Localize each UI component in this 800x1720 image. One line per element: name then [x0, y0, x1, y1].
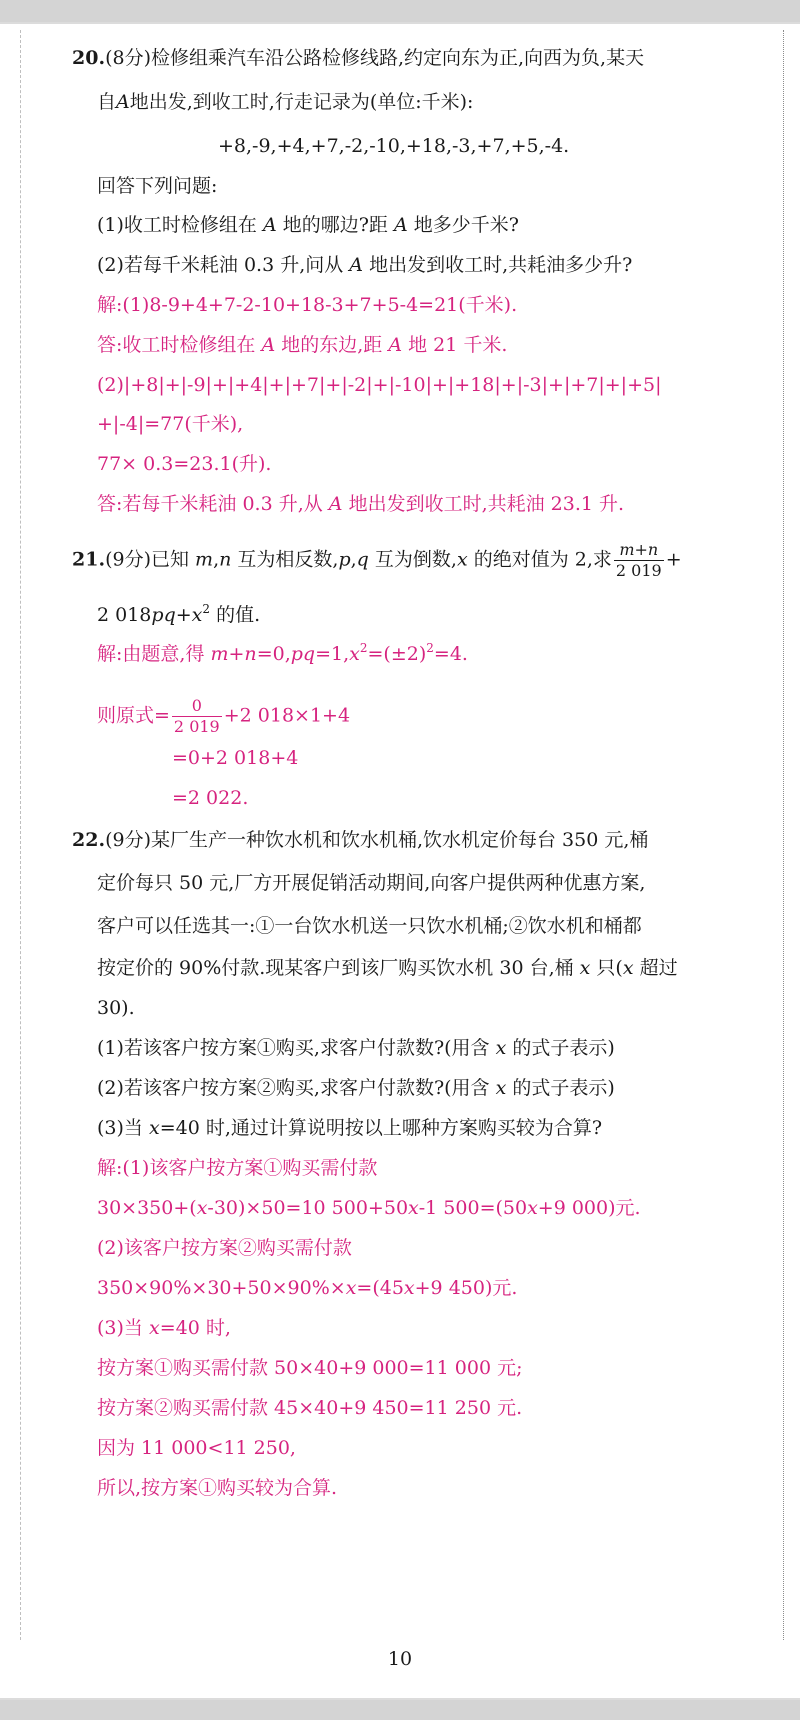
- q22-answer-6: 按方案①购买需付款 50×40+9 000=11 000 元;: [97, 1357, 523, 1379]
- q20-answer-2: 答:收工时检修组在 A 地的东边,距 A 地 21 千米.: [97, 334, 508, 356]
- q20-answer-4: +|-4|=77(千米),: [97, 413, 244, 435]
- top-margin-bar: [0, 0, 800, 22]
- q21-answer-1: 解:由题意,得 $m+n=0,pq=1,x^2=(\pm 2)^2=4$.: [97, 641, 468, 665]
- bottom-margin-bar: [0, 1700, 800, 1720]
- q21-answer-2: 则原式= $\frac{0}{2 019}$ +2 018×1+4: [97, 696, 351, 736]
- q22-answer-3: (2)该客户按方案②购买需付款: [97, 1237, 352, 1259]
- q22-answer-1: 解:(1)该客户按方案①购买需付款: [97, 1157, 378, 1179]
- right-dotted-rule: [783, 30, 784, 1640]
- q21-answer-3: =0+2 018+4: [172, 747, 299, 769]
- q21-answer-4: =2 022.: [172, 787, 249, 809]
- q20-answer-1: 解:(1)8-9+4+7-2-10+18-3+7+5-4=21(千米).: [97, 294, 518, 316]
- q22-answer-8: 因为 11 000<11 250,: [97, 1437, 296, 1459]
- q20-line-2: 自A地出发,到收工时,行走记录为(单位:千米):: [97, 91, 474, 113]
- q21-line-1: 21.(9分)已知 m,n 互为相反数,p,q 互为倒数,x 的绝对值为 2,求 $\frac{m+n}{2 019}$ +: [72, 540, 682, 580]
- q22-answer-9: 所以,按方案①购买较为合算.: [97, 1477, 338, 1499]
- q22-answer-7: 按方案②购买需付款 45×40+9 450=11 250 元.: [97, 1397, 523, 1419]
- q20-number: 20.: [72, 47, 106, 69]
- q22-number: 22.: [72, 829, 106, 851]
- q22-answer-4: 350×90%×30+50×90%×x=(45x+9 450)元.: [97, 1277, 518, 1299]
- q20-answer-5: 77× 0.3=23.1(升).: [97, 453, 272, 475]
- q20-answer-3: (2)|+8|+|-9|+|+4|+|+7|+|-2|+|-10|+|+18|+|-3|+|+7|+|+5|: [97, 374, 662, 396]
- q22-line-3: 客户可以任选其一:①一台饮水机送一只饮水机桶;②饮水机和桶都: [97, 915, 642, 937]
- left-binding-rule: [20, 30, 21, 1640]
- q20-sub-2: (2)若每千米耗油 0.3 升,问从 A 地出发到收工时,共耗油多少升?: [97, 254, 633, 276]
- q20-sub-1: (1)收工时检修组在 A 地的哪边?距 A 地多少千米?: [97, 214, 519, 236]
- q22-line-1: 22.(9分)某厂生产一种饮水机和饮水机桶,饮水机定价每台 350 元,桶: [72, 829, 649, 851]
- q22-answer-5: (3)当 x=40 时,: [97, 1317, 231, 1339]
- q22-sub-1: (1)若该客户按方案①购买,求客户付款数?(用含 x 的式子表示): [97, 1037, 615, 1059]
- q20-answer-6: 答:若每千米耗油 0.3 升,从 A 地出发到收工时,共耗油 23.1 升.: [97, 493, 625, 515]
- q20-records: +8,-9,+4,+7,-2,-10,+18,-3,+7,+5,-4.: [218, 135, 570, 157]
- q22-sub-3: (3)当 x=40 时,通过计算说明按以上哪种方案购买较为合算?: [97, 1117, 603, 1139]
- q21-fraction: $\frac{m+n}{2 019}$: [615, 540, 662, 580]
- q22-line-4: 按定价的 90%付款.现某客户到该厂购买饮水机 30 台,桶 x 只(x 超过: [97, 957, 678, 979]
- q22-sub-2: (2)若该客户按方案②购买,求客户付款数?(用含 x 的式子表示): [97, 1077, 615, 1099]
- q22-answer-2: 30×350+(x-30)×50=10 500+50x-1 500=(50x+9 000)元.: [97, 1197, 641, 1219]
- q21-line-2: 2 $018pq+x^2$ 的值.: [97, 602, 261, 626]
- q20-line-1: 20.(8分)检修组乘汽车沿公路检修线路,约定向东为正,向西为负,某天: [72, 47, 645, 69]
- q20-prompt: 回答下列问题:: [97, 175, 218, 197]
- page-number: 10: [387, 1648, 413, 1670]
- q21-answer-fraction: $\frac{0}{2 019}$: [173, 696, 220, 736]
- q22-line-2: 定价每只 50 元,厂方开展促销活动期间,向客户提供两种优惠方案,: [97, 872, 646, 894]
- q21-number: 21.: [72, 548, 106, 571]
- q22-line-5: 30).: [97, 997, 135, 1019]
